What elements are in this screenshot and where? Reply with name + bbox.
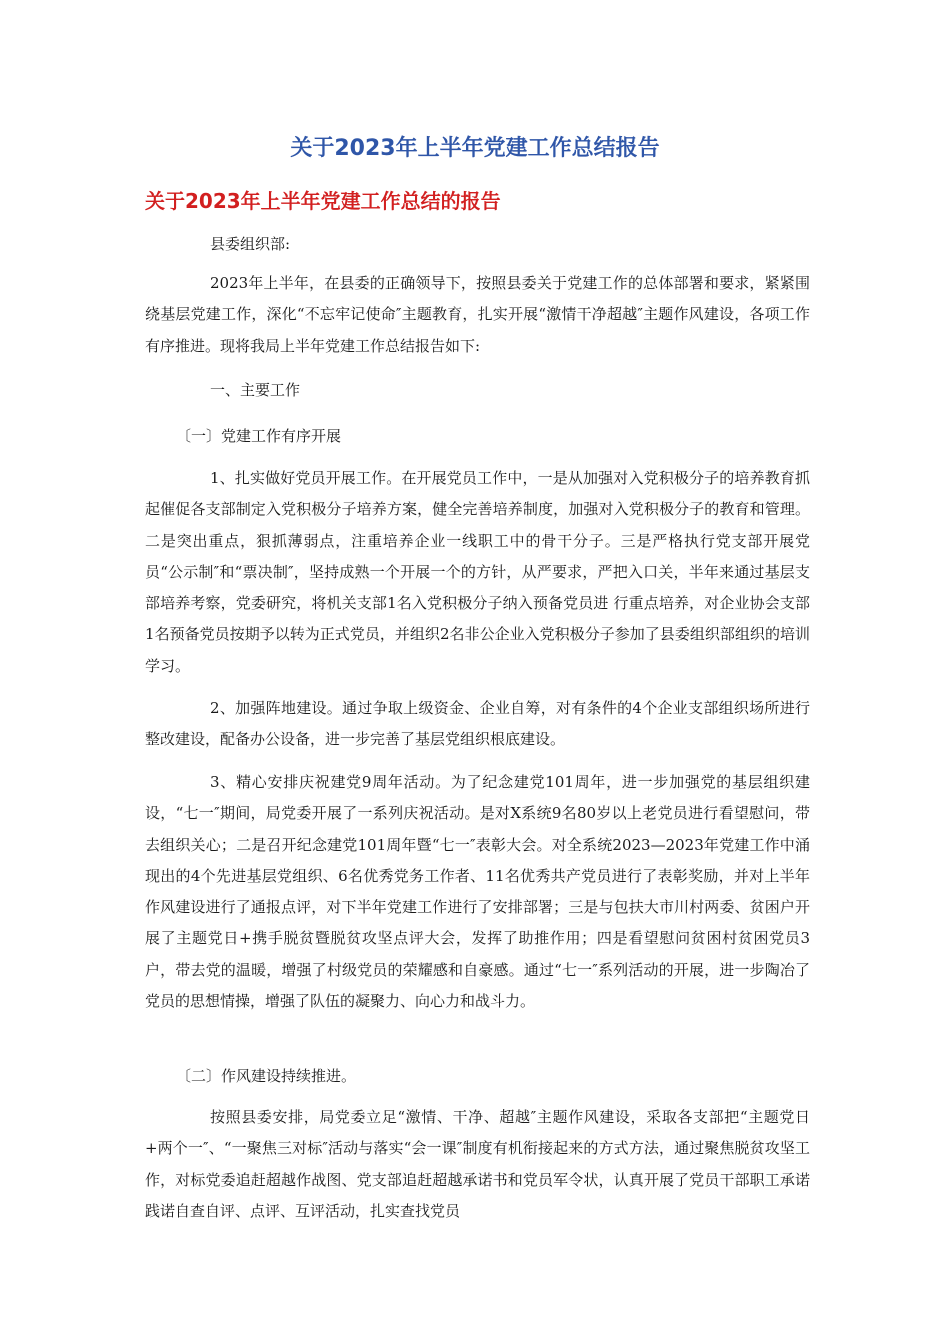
paragraph-item-2: 2、加强阵地建设。通过争取上级资金、企业自筹，对有条件的4个企业支部组织场所进行整改建设，配备办公设备，进一步完善了基层党组织根底建设。 bbox=[145, 699, 810, 749]
paragraph-item-1: 1、扎实做好党员开展工作。在开展党员工作中，一是从加强对入党积极分子的培养教育抓起催促各支部制定入党积极分子培养方案，健全完善培养制度，加强对入党积极分子的教育和管理。二是突出重点，狠抓薄弱点，注重培养企业一线职工中的骨干分子。三是严格执行党支部开展党员“公示制″和“票决制″，坚持成熟一个开展一个的方针，从严要求，严把入口关，半年来通过基层支部培养考察，党委研究，将机关支部1名入党积极分子纳入预备党员进 行重点培养，对企业协会支部1名预备党员按期予以转为正式党员，并组织2名非公企业入党积极分子参加了县委组织部组织的培训学习。 bbox=[145, 469, 810, 675]
addressee: 县委组织部: bbox=[210, 235, 291, 253]
subsection-heading-party-building: 〔一〕党建工作有序开展 bbox=[176, 427, 342, 445]
document-title: 关于2023年上半年党建工作总结报告 bbox=[290, 136, 660, 161]
section-heading-main-work: 一、主要工作 bbox=[210, 381, 301, 399]
paragraph-work-style: 按照县委安排，局党委立足“激情、干净、超越″主题作风建设，采取各支部把“主题党日+两个一″、“一聚焦三对标″活动与落实“会一课″制度有机衔接起来的方式方法，通过聚焦脱贫攻坚工作，对标党委追赶超越作战图、党支部追赶超越承诺书和党员军令状，认真开展了党员干部职工承诺践诺自查自评、点评、互评活动，扎实查找党员 bbox=[145, 1108, 810, 1220]
subsection-heading-work-style: 〔二〕作风建设持续推进。 bbox=[176, 1067, 357, 1085]
intro-paragraph: 2023年上半年，在县委的正确领导下，按照县委关于党建工作的总体部署和要求，紧紧围绕基层党建工作，深化“不忘牢记使命″主题教育，扎实开展“激情干净超越″主题作风建设，各项工作有序推进。现将我局上半年党建工作总结报告如下: bbox=[145, 274, 810, 355]
paragraph-item-3: 3、精心安排庆祝建党9周年活动。为了纪念建党101周年，进一步加强党的基层组织建设，“七一″期间，局党委开展了一系列庆祝活动。是对X系统9名80岁以上老党员进行看望慰问，带去组织关心；二是召开纪念建党101周年暨“七一″表彰大会。对全系统2023—2023年党建工作中涌现出的4个先进基层党组织、6名优秀党务工作者、11名优秀共产党员进行了表彰奖励，并对上半年作风建设进行了通报点评，对下半年党建工作进行了安排部署；三是与包扶大市川村两委、贫困户开展了主题党日+携手脱贫暨脱贫攻坚点评大会，发挥了助推作用；四是看望慰问贫困村贫困党员3户，带去党的温暖，增强了村级党员的荣耀感和自豪感。通过“七一″系列活动的开展，进一步陶冶了党员的思想情操，增强了队伍的凝聚力、向心力和战斗力。 bbox=[145, 773, 810, 1011]
report-subtitle: 关于2023年上半年党建工作总结的报告 bbox=[145, 189, 501, 213]
